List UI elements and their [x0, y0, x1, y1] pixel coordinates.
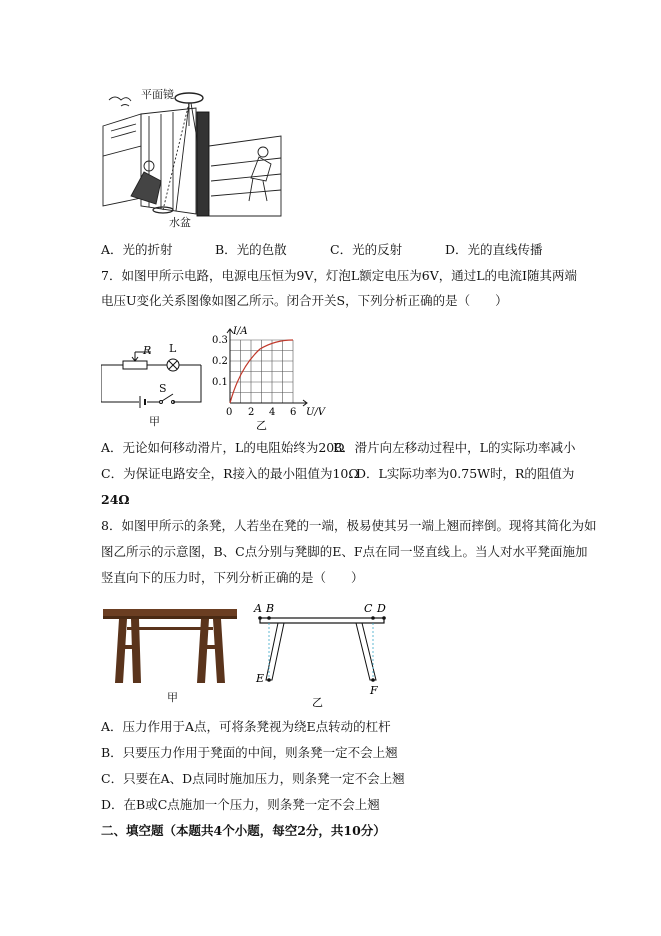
x-tick-2: 2 [248, 407, 255, 418]
x-tick-4: 4 [269, 407, 276, 418]
circuit-label-s: S [159, 382, 167, 395]
q7-option-a: A．无论如何移动滑片，L的电阻始终为20Ω [101, 440, 345, 455]
q8-option-a: A．压力作用于A点，可将条凳视为绕E点转动的杠杆 [101, 719, 391, 734]
q8-stem-line2: 图乙所示的示意图，B、C点分别与凳脚的E、F点在同一竖直线上。当人对水平凳面施加 [101, 544, 588, 559]
y-axis-label: I/A [233, 326, 248, 337]
y-tick-0.2: 0.2 [212, 356, 228, 367]
q7-option-d: D．L实际功率为0.75W时，R的阻值为 [356, 466, 575, 481]
q8-stem-line1: 8．如图甲所示的条凳，人若坐在凳的一端，极易使其另一端上翘而摔倒。现将其简化为如 [101, 518, 597, 533]
x-tick-6: 6 [290, 407, 297, 418]
graph-caption: 乙 [256, 419, 267, 432]
circuit-diagram [101, 330, 211, 428]
iu-graph-drawing [210, 325, 335, 435]
q7-stem-line1: 7．如图甲所示电路，电源电压恒为9V，灯泡L额定电压为6V，通过L的电流I随其两端 [101, 268, 577, 283]
point-label-b: B [266, 602, 275, 615]
iu-graph [210, 325, 335, 435]
point-label-d: D [377, 602, 386, 615]
bench-photo [101, 605, 241, 705]
q8-stem-line3: 竖直向下的压力时，下列分析正确的是（ ） [101, 570, 364, 585]
section2-heading: 二、填空题（本题共4个小题，每空2分，共10分） [101, 823, 386, 838]
y-tick-0.1: 0.1 [212, 377, 228, 388]
circuit-caption: 甲 [149, 415, 160, 428]
bench-diagram-drawing [252, 600, 392, 710]
point-label-c: C [364, 602, 373, 615]
q6-option-c: C．光的反射 [330, 242, 403, 257]
mirror-illustration-drawing [101, 86, 286, 226]
x-axis-label: U/V [306, 407, 326, 418]
x-tick-0: 0 [226, 407, 233, 418]
bench-diagram-caption: 乙 [312, 696, 323, 709]
q8-option-b: B．只要压力作用于凳面的中间，则条凳一定不会上翘 [101, 745, 398, 760]
circuit-diagram-drawing [101, 330, 211, 425]
basin-label: 水盆 [169, 216, 191, 229]
circuit-label-r: R [143, 344, 152, 357]
q6-option-d: D．光的直线传播 [445, 242, 543, 257]
q6-option-a: A．光的折射 [101, 242, 173, 257]
mirror-illustration [101, 86, 286, 229]
point-label-a: A [254, 602, 262, 615]
point-label-e: E [256, 672, 265, 685]
q7-stem-line2: 电压U变化关系图像如图乙所示。闭合开关S，下列分析正确的是（ ） [101, 293, 508, 308]
q7-option-c: C．为保证电路安全，R接入的最小阻值为10Ω [101, 466, 359, 481]
y-tick-0.3: 0.3 [212, 335, 228, 346]
q7-option-b: B．滑片向左移动过程中，L的实际功率减小 [333, 440, 576, 455]
q6-option-b: B．光的色散 [215, 242, 287, 257]
circuit-label-l: L [169, 342, 177, 355]
bench-diagram [252, 600, 392, 710]
bench-photo-caption: 甲 [167, 691, 178, 704]
point-label-f: F [370, 684, 378, 697]
mirror-label: 平面镜 [141, 88, 174, 101]
q8-option-c: C．只要在A、D点同时施加压力，则条凳一定不会上翘 [101, 771, 405, 786]
q7-option-d-continued: 24Ω [101, 492, 130, 507]
q8-option-d: D．在B或C点施加一个压力，则条凳一定不会上翘 [101, 797, 380, 812]
